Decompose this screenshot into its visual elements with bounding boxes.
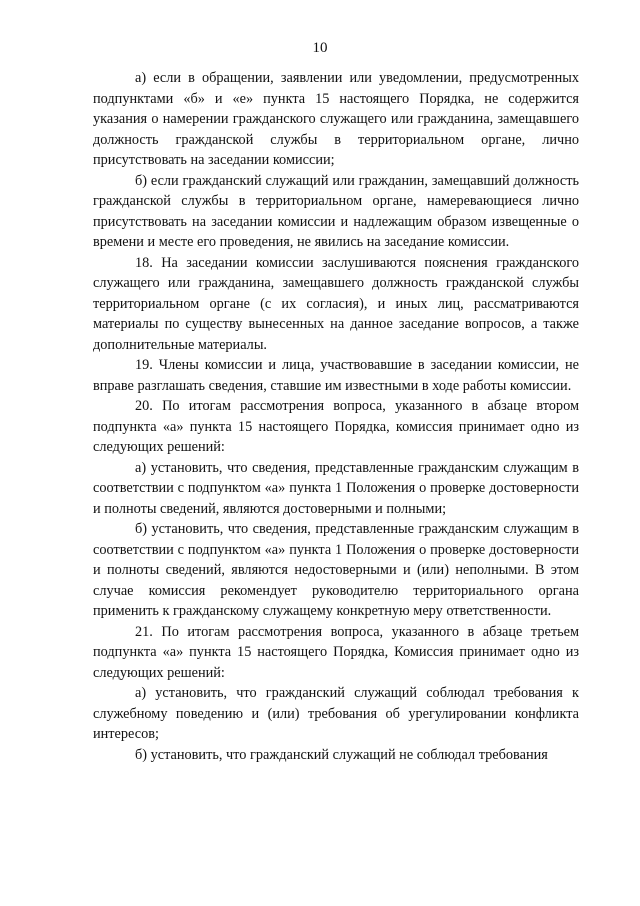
page-number: 10 (312, 40, 328, 56)
paragraph-21a: а) установить, что гражданский служащий соблюдал требования к служебному поведению и (или) требования об урегулировании конфликта интересов; (93, 685, 579, 742)
paragraph-20a: а) установить, что сведения, представленные гражданским служащим в соответствии с подпунктом «а» пункта 1 Положения о проверке достоверности и полноты сведений, являются достоверными и полными; (93, 459, 579, 517)
paragraph-20: 20. По итогам рассмотрения вопроса, указанного в абзаце втором подпункта «а» пункта 15 настоящего Порядка, комиссия принимает одно из следующих решений: (93, 398, 579, 455)
paragraph-20b: б) установить, что сведения, представленные гражданским служащим в соответствии с подпунктом «а» пункта 1 Положения о проверке достоверности и полноты сведений, являются недостоверными и (или) неполными. В этом случае комиссия рекомендует руководителю территориального органа применить к гражданскому служащему конкретную меру ответственности. (93, 521, 579, 619)
paragraph-17a: а) если в обращении, заявлении или уведомлении, предусмотренных подпунктами «б» и «е» пункта 15 настоящего Порядка, не содержится указания о намерении гражданского служащего или гражданина, замещавшего должность гражданской службы в территориальном органе, лично присутствовать на заседании комиссии; (93, 70, 579, 168)
paragraph-18: 18. На заседании комиссии заслушиваются пояснения гражданского служащего или гражданина, замещавшего должность гражданской службы территориальном органе (с их согласия), и иных лиц, рассматриваются материалы по существу вынесенных на данное заседание вопросов, а также дополнительные материалы. (93, 254, 579, 353)
paragraph-17b: б) если гражданский служащий или гражданин, замещавший должность гражданской службы в территориальном органе, намеревающиеся лично присутствовать на заседании комиссии и надлежащим образом извещенные о времени и месте его проведения, не явились на заседание комиссии. (93, 172, 579, 250)
paragraph-21b: б) установить, что гражданский служащий не соблюдал требования (135, 746, 548, 763)
paragraph-19: 19. Члены комиссии и лица, участвовавшие в заседании комиссии, не вправе разглашать сведения, ставшие им известными в ходе работы комиссии. (93, 357, 579, 394)
paragraph-21: 21. По итогам рассмотрения вопроса, указанного в абзаце третьем подпункта «а» пункта 15 настоящего Порядка, Комиссия принимает одно из следующих решений: (93, 623, 579, 681)
document-body (93, 68, 579, 765)
